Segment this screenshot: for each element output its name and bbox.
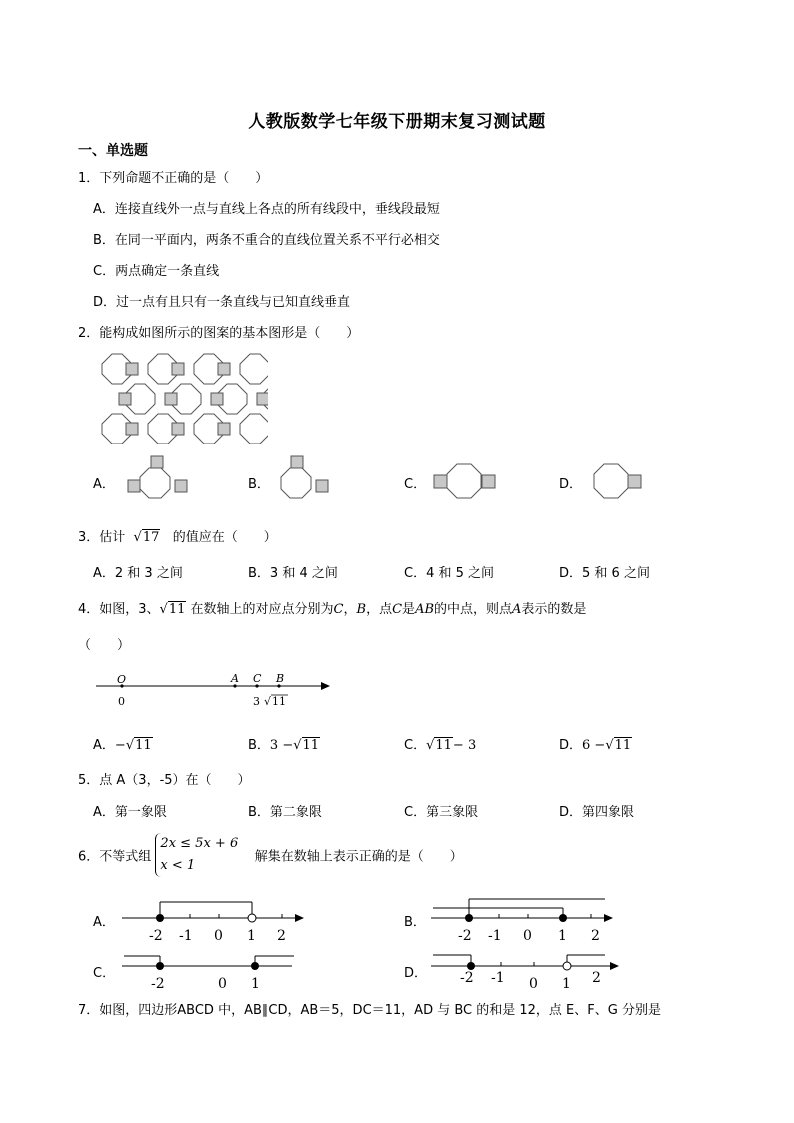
q4-comma: ， bbox=[343, 602, 357, 617]
q4-opt-a-minus: − bbox=[114, 738, 126, 753]
q2-option-a-figure bbox=[125, 455, 191, 507]
q6-stem-post: 解集在数轴上表示正确的是（ ） bbox=[254, 849, 463, 865]
q4-fig-label-o: O bbox=[117, 673, 127, 686]
q4-opt-d-radicand: 11 bbox=[614, 738, 632, 753]
q6-label-a: A． bbox=[93, 915, 115, 930]
pattern-square bbox=[172, 423, 184, 435]
q6b-tick-1: 1 bbox=[558, 928, 567, 944]
q4-option-c bbox=[404, 734, 476, 753]
q4-fig-tick-sqrt11: 11 bbox=[272, 695, 286, 708]
q2-label-c: C． bbox=[404, 477, 427, 492]
q2-label-a: A． bbox=[93, 477, 115, 492]
q4-opt-c-radicand: 11 bbox=[435, 738, 452, 753]
section-heading: 一、单选题 bbox=[78, 143, 148, 159]
q4-segment-ab: AB bbox=[415, 602, 435, 617]
q4-point-c2: C bbox=[392, 602, 403, 617]
q6b-tick-0: 0 bbox=[523, 928, 532, 944]
q6d-tick-0: 0 bbox=[529, 976, 538, 992]
q4-opt-d-pre: 6 − bbox=[582, 738, 606, 753]
q5-option-a: A．第一象限 bbox=[93, 805, 167, 820]
q6b-tick-neg2: -2 bbox=[458, 928, 472, 944]
q2-option-b-figure bbox=[276, 455, 334, 507]
q4-opt-d-sqrt: √11 bbox=[605, 738, 632, 753]
q2-stem: 2．能构成如图所示的图案的基本图形是（ ） bbox=[78, 326, 360, 341]
q4-fig-label-a: A bbox=[231, 672, 239, 685]
q6-stem bbox=[78, 833, 463, 877]
q6-inequality-system bbox=[155, 833, 238, 877]
q4-point-a: A bbox=[512, 602, 522, 617]
q6c-tick-neg2: -2 bbox=[151, 976, 165, 992]
q6-label-b: B． bbox=[404, 915, 426, 930]
q1-option-d: D．过一点有且只有一条直线与已知直线垂直 bbox=[93, 295, 351, 310]
q7-stem: 7．如图，四边形ABCD 中，AB∥CD，AB＝5，DC＝11，AD 与 BC 的和是 12，点 E、F、G 分别是 bbox=[78, 1003, 661, 1018]
q4-point-b: B bbox=[356, 602, 367, 617]
q4-fig-tick-3: 3 bbox=[253, 695, 260, 708]
q2-option-c-figure bbox=[430, 460, 502, 504]
q4-stem-pre: 4．如图，3、 bbox=[78, 602, 160, 617]
q3-sqrt17: √17 bbox=[133, 530, 160, 545]
q6-option-b-number-line bbox=[427, 895, 622, 945]
q4-opt-b-radicand: 11 bbox=[302, 738, 320, 753]
q4-opt-c-post: − 3 bbox=[452, 738, 477, 753]
q4-sqrt11: √11 bbox=[159, 602, 186, 617]
q3-option-b: B．3 和 4 之间 bbox=[248, 566, 338, 581]
q3-stem-pre: 3．估计 bbox=[78, 530, 126, 545]
octagon-pattern-figure bbox=[98, 352, 268, 444]
q6d-tick-neg1: -1 bbox=[491, 970, 505, 986]
q6a-tick-neg2: -2 bbox=[149, 928, 163, 944]
q2-option-d-figure bbox=[589, 460, 649, 504]
q4-stem-mid: 在数轴上的对应点分别为 bbox=[190, 602, 334, 617]
q5-stem: 5．点 A（3，-5）在（ ） bbox=[78, 773, 251, 788]
q6-option-d-number-line bbox=[427, 948, 627, 992]
q4-stem-end: 表示的数是 bbox=[521, 602, 587, 617]
q6-stem-pre: 6．不等式组 bbox=[78, 849, 152, 865]
pattern-square bbox=[218, 363, 230, 375]
q4-radicand: 11 bbox=[168, 602, 186, 617]
q3-stem bbox=[78, 526, 277, 545]
pattern-square bbox=[257, 393, 268, 405]
pattern-square bbox=[126, 363, 138, 375]
q4-opt-b-pre: 3 − bbox=[269, 738, 294, 753]
q6-label-c: C． bbox=[93, 966, 116, 981]
q6-option-c-number-line bbox=[118, 948, 298, 992]
q3-option-a: A．2 和 3 之间 bbox=[93, 566, 183, 581]
q4-stem-mid2: ，点 bbox=[366, 602, 393, 617]
q4-stem-mid3: 是 bbox=[402, 602, 416, 617]
q4-label-b: B． bbox=[248, 738, 270, 753]
q6c-tick-0: 0 bbox=[218, 976, 227, 992]
q1-option-b: B．在同一平面内，两条不重合的直线位置关系不平行必相交 bbox=[93, 233, 440, 248]
q4-stem-mid4: 的中点，则点 bbox=[434, 602, 513, 617]
pattern-square bbox=[218, 423, 230, 435]
page-title: 人教版数学七年级下册期末复习测试题 bbox=[248, 112, 546, 132]
q4-fig-label-c: C bbox=[253, 672, 262, 685]
q6d-tick-neg2: -2 bbox=[460, 970, 474, 986]
q6b-tick-2: 2 bbox=[591, 928, 600, 944]
q5-option-c: C．第三象限 bbox=[404, 805, 479, 820]
q3-option-c: C．4 和 5 之间 bbox=[404, 566, 495, 581]
q6-inequality-2: x < 1 bbox=[160, 858, 196, 873]
q4-option-a bbox=[93, 734, 153, 753]
q5-option-d: D．第四象限 bbox=[559, 805, 635, 820]
q4-opt-c-sqrt: √11 bbox=[426, 738, 452, 753]
q4-number-line-figure bbox=[90, 668, 340, 712]
q6a-tick-2: 2 bbox=[277, 928, 286, 944]
q1-option-a: A．连接直线外一点与直线上各点的所有线段中，垂线段最短 bbox=[93, 202, 440, 217]
q6b-tick-neg1: -1 bbox=[488, 928, 502, 944]
q6a-tick-neg1: -1 bbox=[179, 928, 193, 944]
q4-opt-a-radicand: 11 bbox=[135, 738, 152, 753]
q1-option-c: C．两点确定一条直线 bbox=[93, 264, 220, 279]
pattern-octagon bbox=[240, 414, 268, 444]
q4-opt-a-sqrt: √11 bbox=[125, 738, 152, 753]
q4-fig-label-b: B bbox=[276, 672, 285, 685]
q1-stem: 1．下列命题不正确的是（ ） bbox=[78, 171, 269, 186]
q6d-tick-2: 2 bbox=[592, 970, 601, 986]
q4-opt-b-sqrt: √11 bbox=[293, 738, 320, 753]
pattern-square bbox=[126, 423, 138, 435]
q6a-tick-0: 0 bbox=[214, 928, 223, 944]
q2-label-b: B． bbox=[248, 477, 270, 492]
q4-stem bbox=[78, 598, 586, 617]
q3-option-d: D．5 和 6 之间 bbox=[559, 566, 650, 581]
pattern-square bbox=[119, 393, 131, 405]
q4-label-c: C． bbox=[404, 738, 427, 753]
q4-option-d bbox=[559, 734, 632, 753]
q2-label-d: D． bbox=[559, 477, 583, 492]
q4-label-a: A． bbox=[93, 738, 115, 753]
q4-label-d: D． bbox=[559, 738, 583, 753]
q4-option-b bbox=[248, 734, 320, 753]
q6d-tick-1: 1 bbox=[562, 976, 571, 992]
q4-paren: （ ） bbox=[78, 638, 131, 653]
pattern-square bbox=[172, 363, 184, 375]
q4-point-c: C bbox=[333, 602, 344, 617]
q6-option-a-number-line bbox=[118, 895, 313, 945]
q3-stem-post: 的值应在（ ） bbox=[172, 530, 277, 545]
q6c-tick-1: 1 bbox=[251, 976, 260, 992]
q6-inequality-1: 2x ≤ 5x + 6 bbox=[160, 836, 239, 851]
q6-label-d: D． bbox=[404, 966, 428, 981]
q3-radicand: 17 bbox=[142, 530, 160, 545]
q4-fig-tick-0: 0 bbox=[118, 695, 125, 708]
pattern-square bbox=[165, 393, 177, 405]
q6a-tick-1: 1 bbox=[247, 928, 256, 944]
q4-fig-sqrt-sign: √ bbox=[264, 695, 272, 708]
q5-option-b: B．第二象限 bbox=[248, 805, 322, 820]
pattern-square bbox=[211, 393, 223, 405]
pattern-octagon bbox=[240, 354, 268, 384]
